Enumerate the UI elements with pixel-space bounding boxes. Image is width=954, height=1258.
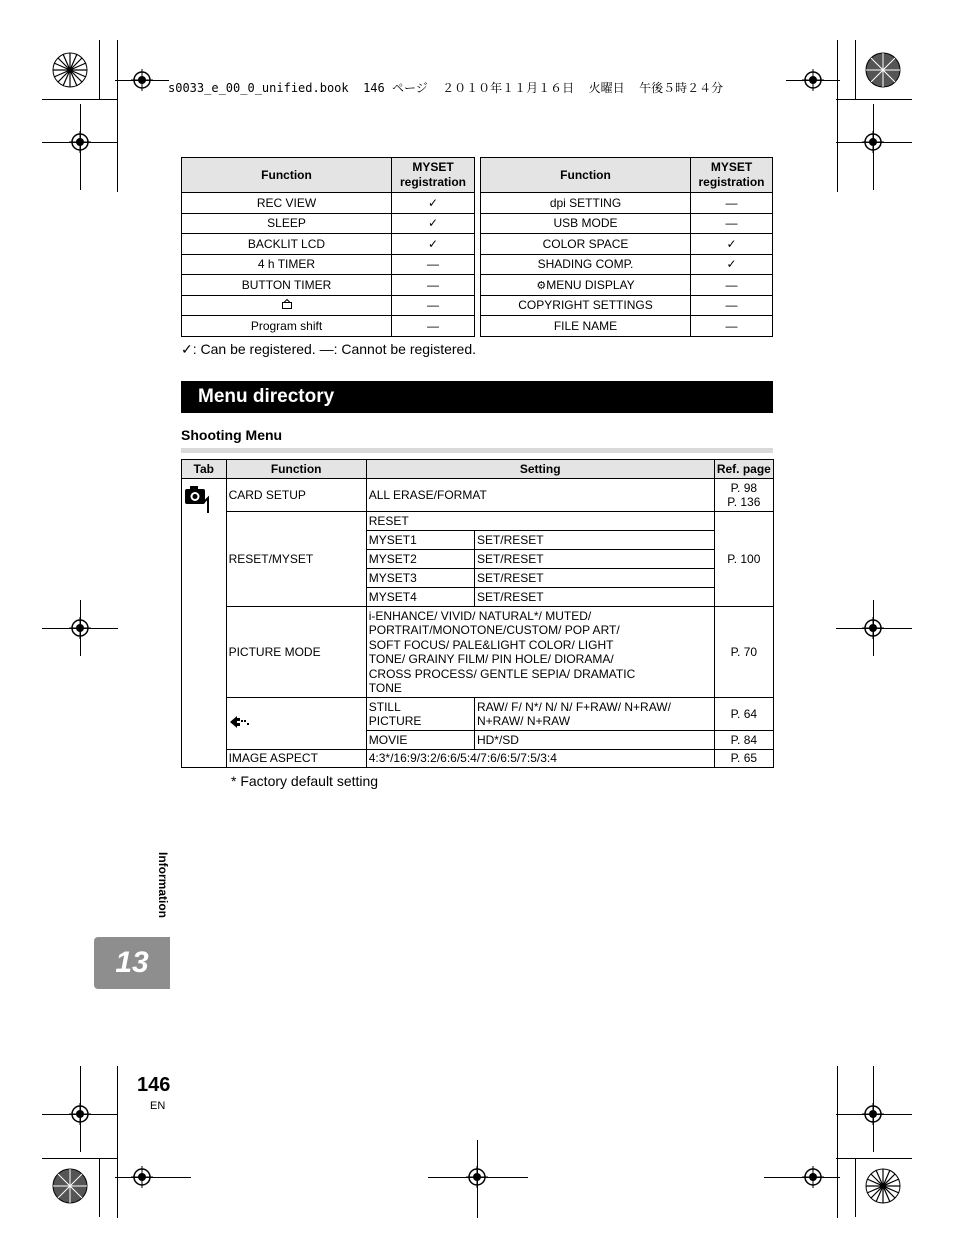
setting-name-cell: MYSET4 (366, 588, 474, 607)
table-row (182, 213, 475, 234)
registration-mark-icon (862, 131, 884, 153)
subsection-title: Shooting Menu (181, 427, 283, 443)
table-cell (481, 275, 691, 296)
setting-value-cell: SET/RESET (474, 531, 714, 550)
chapter-tab: 13 (94, 937, 170, 989)
table-row (481, 254, 773, 275)
table-row (481, 295, 773, 316)
shooting-menu-1-icon (184, 483, 214, 515)
column-header: MYSET registration (691, 158, 773, 193)
column-header-ref: Ref. page (714, 460, 773, 479)
column-header: Function (182, 158, 392, 193)
table-row (182, 254, 475, 275)
column-header-setting: Setting (366, 460, 714, 479)
table-cell: dpi SETTING (481, 193, 691, 214)
setting-name-cell: MOVIE (366, 731, 474, 750)
ref-cell: P. 100 (714, 512, 773, 607)
function-cell: RESET/MYSET (226, 512, 366, 607)
section-title: Menu directory (198, 386, 335, 407)
setting-cell: 4:3*/16:9/3:2/6:6/5:4/7:6/6:5/7:5/3:4 (366, 750, 714, 768)
table-cell: — (392, 316, 475, 337)
setting-name-cell: MYSET3 (366, 569, 474, 588)
table-cell: ✓ (392, 193, 475, 214)
color-target-icon (865, 1168, 901, 1204)
table-cell: COLOR SPACE (481, 234, 691, 255)
still-label: STILL (368, 699, 401, 714)
still-options-line: RAW/ F/ N*/ N/ N/ F+RAW/ N+RAW/ (476, 699, 671, 714)
table-row (182, 316, 475, 337)
function-cell (226, 698, 366, 750)
table-cell: USB MODE (481, 213, 691, 234)
shooting-menu-table (181, 459, 774, 768)
table-cell: — (392, 275, 475, 296)
table-cell: ✓ (691, 234, 773, 255)
myset-table-left (181, 157, 475, 337)
ref-cell: P. 64 (714, 698, 773, 731)
setting-cell (366, 607, 714, 698)
color-target-icon (52, 52, 88, 88)
table-row (481, 234, 773, 255)
setting-name-cell (366, 698, 474, 731)
registration-mark-icon (131, 69, 153, 91)
subsection-rule (181, 448, 773, 453)
picture-mode-line: SOFT FOCUS/ PALE&LIGHT COLOR/ LIGHT (368, 637, 614, 652)
setting-name-cell: MYSET1 (366, 531, 474, 550)
table-cell: — (392, 254, 475, 275)
table-cell: REC VIEW (182, 193, 392, 214)
registration-mark-icon (69, 131, 91, 153)
table-row (182, 234, 475, 255)
table-cell (182, 295, 392, 316)
picture-mode-line: TONE (368, 681, 402, 695)
color-target-icon (865, 52, 901, 88)
registration-mark-icon (466, 1166, 488, 1188)
table-cell: COPYRIGHT SETTINGS (481, 295, 691, 316)
table-row (182, 193, 475, 214)
table-row (481, 213, 773, 234)
custom-self-timer-icon (281, 298, 293, 310)
footnote: * Factory default setting (231, 773, 379, 789)
color-target-icon (52, 1168, 88, 1204)
table-header-row (481, 158, 773, 193)
table-cell: BACKLIT LCD (182, 234, 392, 255)
table-row (182, 698, 774, 731)
image-quality-icon (229, 715, 251, 729)
picture-mode-line: i-ENHANCE/ VIVID/ NATURAL*/ MUTED/ (368, 608, 592, 623)
still-options-line: N+RAW/ N+RAW (476, 714, 571, 728)
table-cell: — (691, 275, 773, 296)
table-row (481, 275, 773, 296)
function-cell: PICTURE MODE (226, 607, 366, 698)
setting-value-cell (474, 698, 714, 731)
table-legend: ✓: Can be registered. —: Cannot be registered. (181, 341, 476, 357)
registration-mark-icon (802, 69, 824, 91)
print-slug: s0033_e_00_0_unified.book 146 ページ ２０１０年１１月１６日 火曜日 午後５時２４分 (168, 81, 724, 95)
function-cell: CARD SETUP (226, 479, 366, 512)
table-cell: Program shift (182, 316, 392, 337)
table-row (481, 316, 773, 337)
registration-mark-icon (131, 1166, 153, 1188)
column-header: MYSET registration (392, 158, 475, 193)
setting-name-cell: MYSET2 (366, 550, 474, 569)
column-header: Function (481, 158, 691, 193)
gear-icon: ⚙ (536, 279, 547, 292)
picture-mode-line: PORTRAIT/MONOTONE/CUSTOM/ POP ART/ (368, 623, 620, 637)
registration-mark-icon (802, 1166, 824, 1188)
table-row (182, 295, 475, 316)
table-cell: BUTTON TIMER (182, 275, 392, 296)
myset-table-right (480, 157, 773, 337)
side-tab-label: Information (156, 852, 170, 918)
table-row (182, 479, 774, 512)
ref-page: P. 98 (730, 480, 758, 495)
setting-value-cell: HD*/SD (474, 731, 714, 750)
ref-cell: P. 84 (714, 731, 773, 750)
table-cell: ✓ (392, 234, 475, 255)
ref-page: P. 136 (727, 495, 761, 509)
table-cell: — (691, 193, 773, 214)
table-row (481, 193, 773, 214)
table-cell: — (392, 295, 475, 316)
ref-cell: P. 70 (714, 607, 773, 698)
column-header-function: Function (226, 460, 366, 479)
table-cell: SHADING COMP. (481, 254, 691, 275)
table-header-row (182, 158, 475, 193)
registration-mark-icon (69, 617, 91, 639)
registration-mark-icon (862, 617, 884, 639)
table-cell: — (691, 295, 773, 316)
language-code: EN (150, 1100, 166, 1112)
picture-label: PICTURE (368, 714, 422, 728)
setting-value-cell: SET/RESET (474, 569, 714, 588)
table-row (182, 512, 774, 531)
table-row (182, 275, 475, 296)
table-cell: ✓ (691, 254, 773, 275)
section-banner (181, 381, 773, 413)
table-cell-text: MENU DISPLAY (546, 277, 635, 292)
registration-mark-icon (69, 1103, 91, 1125)
ref-cell: P. 65 (714, 750, 773, 768)
registration-mark-icon (862, 1103, 884, 1125)
ref-cell (714, 479, 773, 512)
table-cell: SLEEP (182, 213, 392, 234)
tab-cell (182, 479, 227, 768)
table-cell: ✓ (392, 213, 475, 234)
table-header-row (182, 460, 774, 479)
function-cell: IMAGE ASPECT (226, 750, 366, 768)
setting-value-cell: SET/RESET (474, 588, 714, 607)
setting-cell: RESET (366, 512, 714, 531)
column-header-tab: Tab (182, 460, 227, 479)
table-row (182, 750, 774, 768)
picture-mode-line: CROSS PROCESS/ GENTLE SEPIA/ DRAMATIC (368, 666, 636, 681)
table-row (182, 607, 774, 698)
table-cell: — (691, 316, 773, 337)
setting-cell: ALL ERASE/FORMAT (366, 479, 714, 512)
table-cell: FILE NAME (481, 316, 691, 337)
setting-value-cell: SET/RESET (474, 550, 714, 569)
table-cell: — (691, 213, 773, 234)
page-number: 146 (137, 1074, 171, 1096)
picture-mode-line: TONE/ GRAINY FILM/ PIN HOLE/ DIORAMA/ (368, 652, 614, 666)
table-cell: 4 h TIMER (182, 254, 392, 275)
